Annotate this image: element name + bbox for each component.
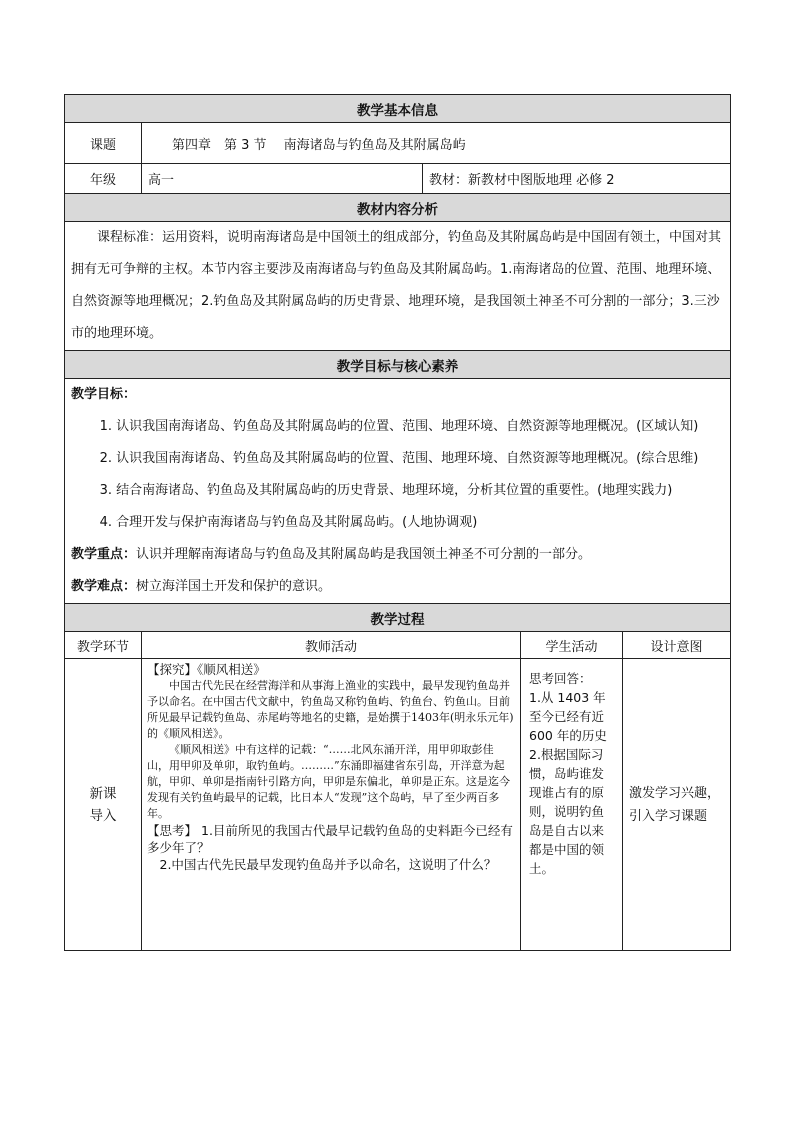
difficulty-text: 树立海洋国土开发和保护的意识。 — [136, 579, 332, 594]
difficulty-point — [71, 571, 724, 603]
stage-name: 新课导入 — [89, 785, 117, 824]
student-text: 思考回答： 1.从 1403 年至今已经有近 600 年的历史 2.根据国际习惯，岛屿谁发现谁占有的原则，说明钓鱼岛是自古以来都是中国的领土。 — [529, 671, 607, 876]
process-header: 教学过程 — [65, 604, 731, 632]
topic-value: 第四章 第 3 节 南海诸岛与钓鱼岛及其附属岛屿 — [142, 123, 731, 164]
goal-item: 1. 认识我国南海诸岛、钓鱼岛及其附属岛屿的位置、范围、地理环境、自然资源等地理概况。(区域认知) — [99, 419, 699, 434]
student-activity — [521, 659, 623, 951]
grade-label: 年级 — [65, 164, 142, 194]
goals-label: 教学目标： — [71, 387, 137, 402]
key-label: 教学重点： — [71, 547, 137, 562]
col-intent: 设计意图 — [623, 632, 731, 659]
key-text: 认识并理解南海诸岛与钓鱼岛及其附属岛屿是我国领土神圣不可分割的一部分。 — [136, 547, 592, 562]
col-stage: 教学环节 — [65, 632, 142, 659]
design-intent-cell — [623, 659, 731, 951]
teacher-question-2: 2.中国古代先民最早发现钓鱼岛并予以命名，这说明了什么？ — [159, 857, 497, 872]
col-student: 学生活动 — [521, 632, 623, 659]
grade-value: 高一 — [142, 164, 423, 194]
goal-item: 3. 结合南海诸岛、钓鱼岛及其附属岛屿的历史背景、地理环境，分析其位置的重要性。(地理实践力) — [99, 483, 673, 498]
stage-cell — [65, 659, 142, 951]
teacher-title: 【探究】《顺风相送》 — [147, 662, 266, 677]
textbook-value: 教材：新教材中图版地理 必修 2 — [423, 164, 731, 194]
difficulty-label: 教学难点： — [71, 579, 137, 594]
teacher-passage — [147, 678, 515, 822]
objectives-header: 教学目标与核心素养 — [65, 351, 731, 379]
goal-item: 4. 合理开发与保护南海诸岛与钓鱼岛及其附属岛屿。(人地协调观) — [99, 515, 478, 530]
key-point — [71, 539, 724, 571]
teacher-paragraph-2: 《顺风相送》中有这样的记载：“……北风东涌开洋，用甲卯取彭佳山，用甲卯及单卯，取钓鱼屿。………”东涌即福建省东引岛，开洋意为起航，甲卯、单卯是指南针引路方向，甲卯是东偏北，单卯是正东。这是迄今发现有关钓鱼屿最早的记载，比日本人“发现”这个岛屿，早了至少两百多年。 — [147, 743, 510, 820]
content-analysis-text: 课程标准：运用资料，说明南海诸岛是中国领土的组成部分，钓鱼岛及其附属岛屿是中国固有领土，中国对其拥有无可争辩的主权。本节内容主要涉及南海诸岛与钓鱼岛及其附属岛屿。1.南海诸岛的位置、范围、地理环境、自然资源等地理概况；2.钓鱼岛及其附属岛屿的历史背景、地理环境，是我国领土神圣不可分割的一部分；3.三沙市的地理环境。 — [65, 222, 731, 351]
teacher-paragraph-1: 中国古代先民在经营海洋和从事海上渔业的实践中，最早发现钓鱼岛并予以命名。在中国古代文献中，钓鱼岛又称钓鱼屿、钓鱼台、钓鱼山。目前所见最早记载钓鱼岛、赤尾屿等地名的史籍，是始撰于1403年(明永乐元年)的《顺风相送》。 — [147, 679, 514, 740]
basic-info-header: 教学基本信息 — [65, 95, 731, 123]
goal-item: 2. 认识我国南海诸岛、钓鱼岛及其附属岛屿的位置、范围、地理环境、自然资源等地理概况。(综合思维) — [99, 451, 699, 466]
lesson-plan-table — [64, 94, 731, 951]
topic-label: 课题 — [65, 123, 142, 164]
objectives-body — [65, 379, 731, 604]
content-analysis-header: 教材内容分析 — [65, 194, 731, 222]
teacher-question-1: 【思考】 1.目前所见的我国古代最早记载钓鱼岛的史料距今已经有多少年了？ — [147, 823, 513, 855]
design-intent-text: 激发学习兴趣，引入学习课题 — [629, 785, 721, 824]
think-label: 【思考】 — [147, 823, 198, 838]
teacher-activity — [142, 659, 521, 951]
col-teacher: 教师活动 — [142, 632, 521, 659]
